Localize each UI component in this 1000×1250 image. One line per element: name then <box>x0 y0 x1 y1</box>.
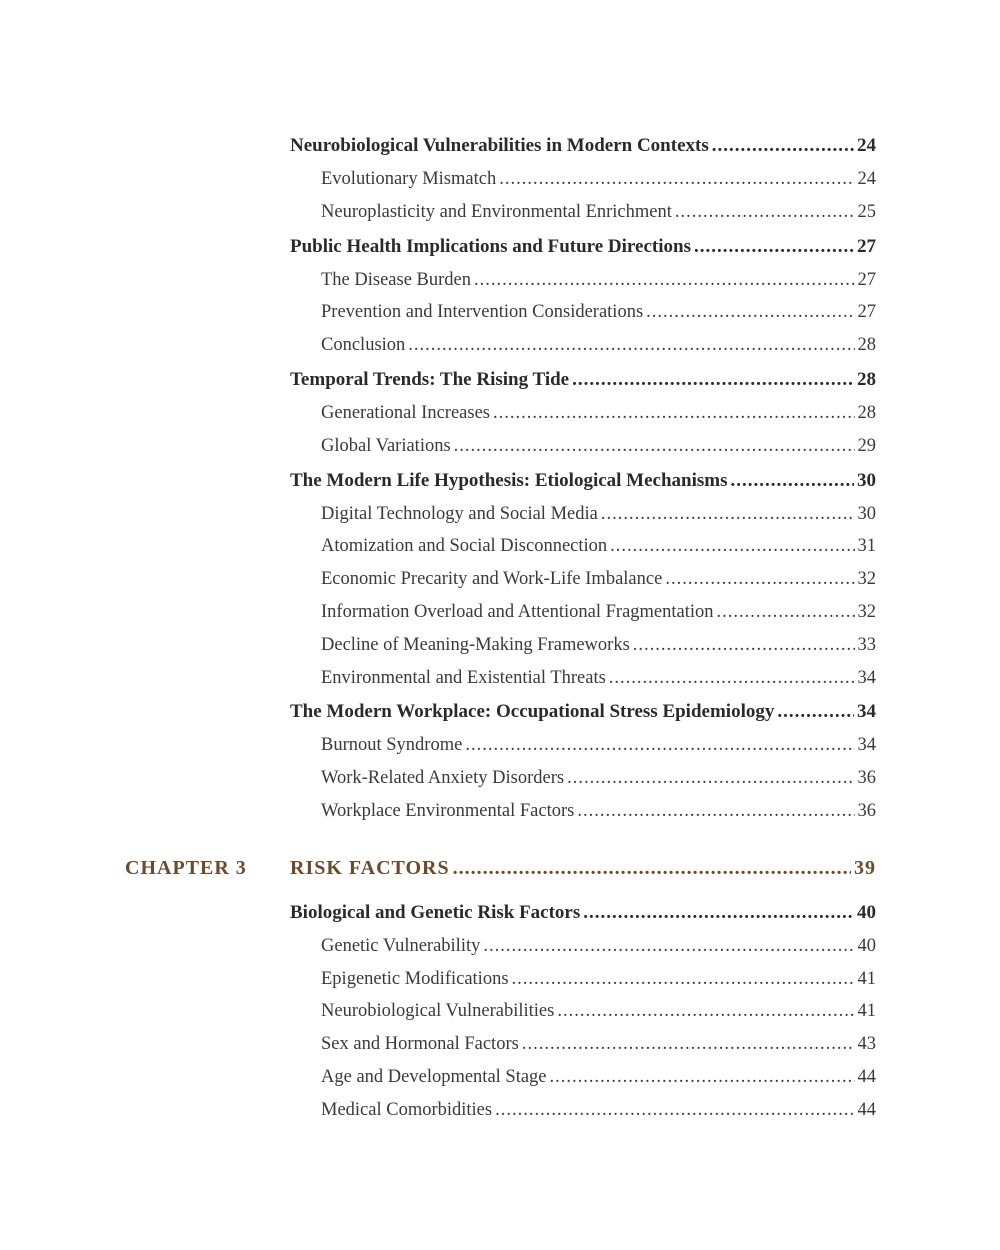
toc-subsection-entry[interactable] <box>290 1028 876 1061</box>
page-number: 43 <box>857 1034 876 1055</box>
toc-subsection-entry[interactable] <box>290 762 876 795</box>
page-number: 30 <box>857 503 876 524</box>
subsection-title: Generational Increases <box>321 402 490 423</box>
subsection-title: Atomization and Social Disconnection <box>321 536 608 557</box>
page-number: 44 <box>857 1099 876 1120</box>
toc-subsection-entry[interactable] <box>290 963 876 996</box>
chapter-page-number: 39 <box>854 856 876 879</box>
toc-subsection-entry[interactable] <box>290 729 876 762</box>
toc-section-entry[interactable] <box>290 229 876 264</box>
leader-dots <box>572 362 854 397</box>
chapter-3-heading[interactable] <box>125 848 876 888</box>
page-number: 32 <box>857 569 876 590</box>
toc-subsection-entry[interactable] <box>290 430 876 463</box>
page-number: 34 <box>857 667 876 688</box>
page-number: 36 <box>857 768 876 789</box>
toc-subsection-entry[interactable] <box>290 629 876 662</box>
section-title: Public Health Implications and Future Directions <box>290 235 691 257</box>
leader-dots <box>557 995 854 1028</box>
page-number: 27 <box>857 235 876 257</box>
toc-subsection-entry[interactable] <box>290 1061 876 1094</box>
leader-dots <box>408 329 854 362</box>
subsection-title: Digital Technology and Social Media <box>321 503 598 524</box>
page-number: 27 <box>857 269 876 290</box>
toc-subsection-entry[interactable] <box>290 397 876 430</box>
toc-section-entry[interactable] <box>290 128 876 163</box>
leader-dots <box>465 729 854 762</box>
table-of-contents <box>125 128 876 1127</box>
toc-subsection-entry[interactable] <box>290 530 876 563</box>
leader-dots <box>610 530 854 563</box>
leader-dots <box>601 498 855 531</box>
leader-dots <box>522 1028 855 1061</box>
page-number: 28 <box>857 402 876 423</box>
subsection-title: Medical Comorbidities <box>321 1099 493 1120</box>
leader-dots <box>583 895 854 930</box>
leader-dots <box>495 1094 854 1127</box>
subsection-title: Global Variations <box>321 435 451 456</box>
toc-subsection-entry[interactable] <box>290 563 876 596</box>
chapter-title-row[interactable] <box>290 848 876 888</box>
subsection-title: Work-Related Anxiety Disorders <box>321 768 565 789</box>
page-number: 32 <box>857 601 876 622</box>
page-number: 27 <box>857 302 876 323</box>
toc-section-entry[interactable] <box>290 694 876 729</box>
subsection-title: Age and Developmental Stage <box>321 1066 547 1087</box>
toc-subsection-entry[interactable] <box>290 498 876 531</box>
page-number: 30 <box>857 469 876 491</box>
subsection-title: Conclusion <box>321 335 406 356</box>
leader-dots <box>633 629 855 662</box>
leader-dots <box>609 662 855 695</box>
leader-dots <box>453 848 851 888</box>
toc-section-entry[interactable] <box>290 362 876 397</box>
toc-subsection-entry[interactable] <box>290 296 876 329</box>
subsection-title: Prevention and Intervention Considerations <box>321 302 644 323</box>
section-title: The Modern Workplace: Occupational Stress Epidemiology <box>290 701 775 723</box>
section-title: The Modern Life Hypothesis: Etiological Mechanisms <box>290 469 728 491</box>
page-number: 24 <box>857 169 876 189</box>
toc-group-chapter-3 <box>290 895 876 1127</box>
toc-subsection-entry[interactable] <box>290 795 876 828</box>
toc-subsection-entry[interactable] <box>290 264 876 297</box>
section-title: Temporal Trends: The Rising Tide <box>290 368 570 390</box>
toc-section-entry[interactable] <box>290 895 876 930</box>
page-number: 36 <box>857 800 876 821</box>
toc-group-chapter-2 <box>290 128 876 828</box>
leader-dots <box>731 463 854 498</box>
toc-subsection-entry[interactable] <box>290 596 876 629</box>
section-title: Neurobiological Vulnerabilities in Modern Contexts <box>290 135 709 156</box>
page-number: 41 <box>857 968 876 989</box>
leader-dots <box>646 296 854 329</box>
page-number: 24 <box>857 135 876 156</box>
leader-dots <box>694 229 854 264</box>
toc-subsection-entry[interactable] <box>290 662 876 695</box>
toc-subsection-entry[interactable] <box>290 196 876 229</box>
subsection-title: Workplace Environmental Factors <box>321 800 575 821</box>
page-number: 40 <box>857 935 876 956</box>
leader-dots <box>493 397 855 430</box>
subsection-title: Evolutionary Mismatch <box>321 169 497 189</box>
leader-dots <box>483 930 854 963</box>
subsection-title: Neurobiological Vulnerabilities <box>321 1001 555 1022</box>
leader-dots <box>512 963 855 996</box>
page-number: 31 <box>857 536 876 557</box>
page-number: 34 <box>857 701 876 723</box>
subsection-title: Environmental and Existential Threats <box>321 667 606 688</box>
subsection-title: Information Overload and Attentional Fragmentation <box>321 601 714 622</box>
page-number: 40 <box>857 901 876 923</box>
subsection-title: Sex and Hormonal Factors <box>321 1034 519 1055</box>
page-number: 44 <box>857 1066 876 1087</box>
leader-dots <box>454 430 855 463</box>
page-number: 28 <box>857 368 876 390</box>
chapter-number-label: CHAPTER 3 <box>125 856 247 879</box>
page-number: 41 <box>857 1001 876 1022</box>
leader-dots <box>717 596 855 629</box>
leader-dots <box>499 163 854 196</box>
leader-dots <box>577 795 854 828</box>
leader-dots <box>665 563 854 596</box>
toc-subsection-entry[interactable] <box>290 329 876 362</box>
subsection-title: Genetic Vulnerability <box>321 935 481 956</box>
leader-dots <box>675 196 855 229</box>
subsection-title: The Disease Burden <box>321 269 472 290</box>
leader-dots <box>777 694 854 729</box>
page-number: 25 <box>857 201 876 222</box>
page-number: 28 <box>857 335 876 356</box>
page-number: 33 <box>857 634 876 655</box>
subsection-title: Economic Precarity and Work-Life Imbalance <box>321 569 663 590</box>
chapter-title: RISK FACTORS <box>290 856 450 879</box>
toc-subsection-entry[interactable] <box>290 163 876 196</box>
page-number: 29 <box>857 435 876 456</box>
toc-subsection-entry[interactable] <box>290 930 876 963</box>
subsection-title: Burnout Syndrome <box>321 735 463 756</box>
leader-dots <box>567 762 854 795</box>
toc-subsection-entry[interactable] <box>290 995 876 1028</box>
toc-subsection-entry[interactable] <box>290 1094 876 1127</box>
subsection-title: Decline of Meaning-Making Frameworks <box>321 634 630 655</box>
leader-dots <box>712 128 854 163</box>
section-title: Biological and Genetic Risk Factors <box>290 901 581 923</box>
subsection-title: Epigenetic Modifications <box>321 968 509 989</box>
subsection-title: Neuroplasticity and Environmental Enrichment <box>321 201 672 222</box>
leader-dots <box>550 1061 855 1094</box>
page-number: 34 <box>857 735 876 756</box>
leader-dots <box>474 264 854 297</box>
toc-section-entry[interactable] <box>290 463 876 498</box>
